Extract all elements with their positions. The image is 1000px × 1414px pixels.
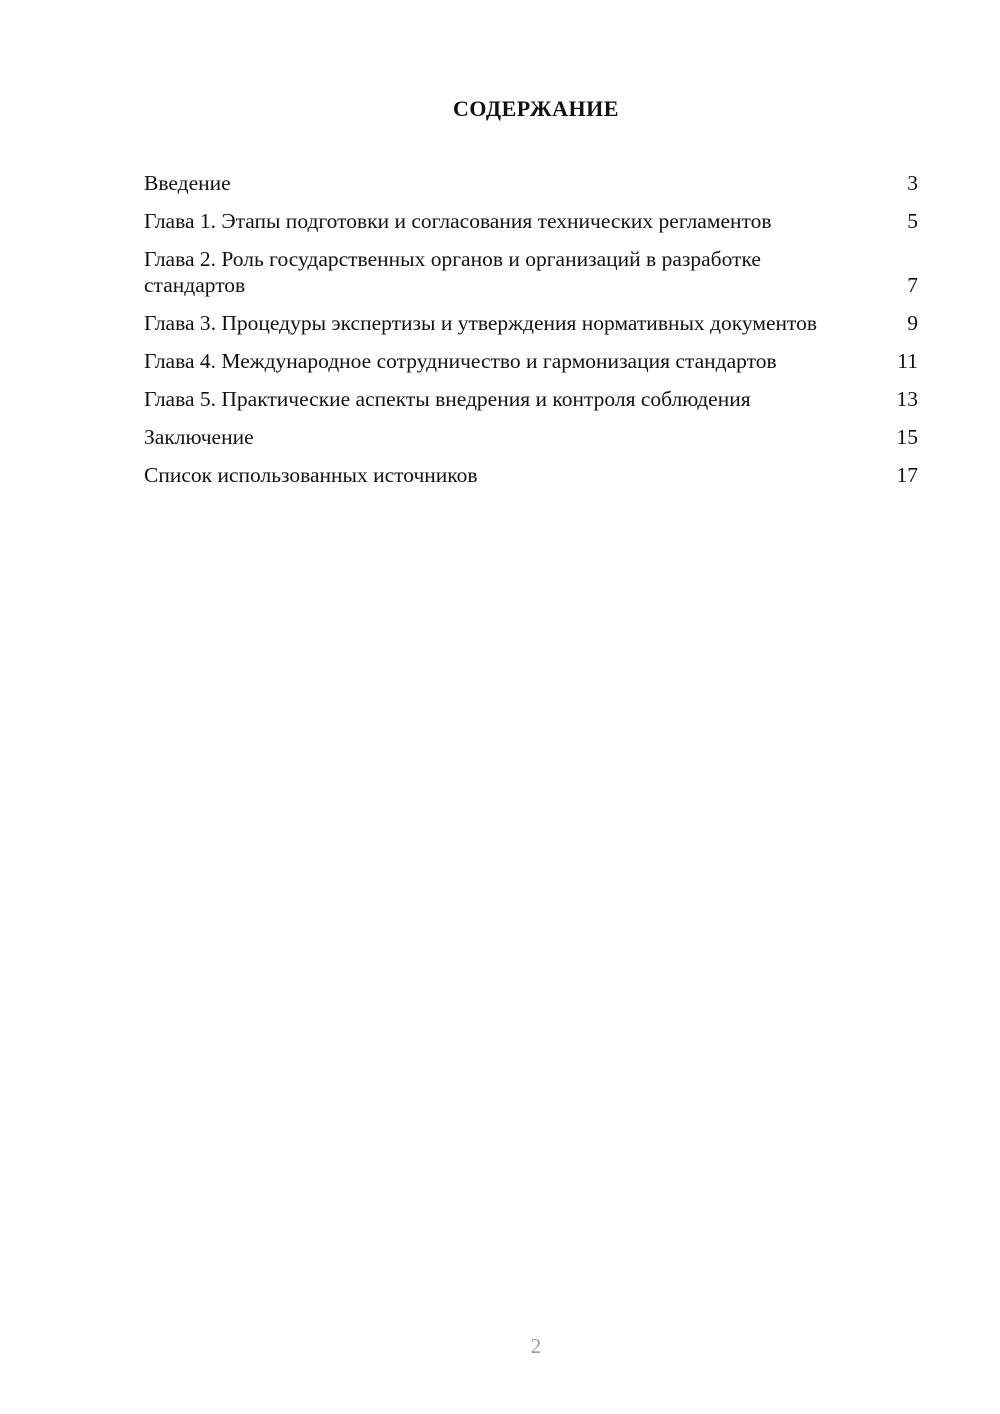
toc-entry bbox=[144, 208, 918, 234]
page-number: 2 bbox=[530, 1334, 542, 1358]
toc-entry-page: 15 bbox=[896, 425, 918, 449]
toc-entry-page: 13 bbox=[896, 387, 918, 411]
toc-entry-text: Глава 1. Этапы подготовки и согласования технических регламентов bbox=[144, 209, 772, 233]
toc-entry-text: Глава 3. Процедуры экспертизы и утверждения нормативных документов bbox=[144, 311, 818, 335]
toc-entry-page: 5 bbox=[907, 209, 918, 233]
toc-entry-text: Глава 2. Роль государственных органов и организаций в разработке стандартов bbox=[144, 247, 761, 297]
table-of-contents bbox=[144, 170, 918, 500]
toc-entry-page: 11 bbox=[897, 349, 918, 373]
toc-entry-page: 9 bbox=[907, 311, 918, 335]
toc-entry bbox=[144, 310, 918, 336]
toc-entry bbox=[144, 462, 918, 488]
toc-entry-text: Глава 4. Международное сотрудничество и гармонизация стандартов bbox=[144, 349, 777, 373]
toc-entry-text: Введение bbox=[144, 171, 231, 195]
toc-entry-page: 17 bbox=[896, 463, 918, 487]
toc-entry-text: Список использованных источников bbox=[144, 463, 478, 487]
toc-entry-text: Заключение bbox=[144, 425, 254, 449]
toc-entry-page: 3 bbox=[907, 171, 918, 195]
page-title: СОДЕРЖАНИЕ bbox=[453, 96, 619, 121]
toc-entry bbox=[144, 386, 918, 412]
toc-entry-text: Глава 5. Практические аспекты внедрения и контроля соблюдения bbox=[144, 387, 751, 411]
toc-entry bbox=[144, 170, 918, 196]
toc-entry bbox=[144, 246, 918, 298]
toc-entry-page: 7 bbox=[907, 273, 918, 297]
toc-entry bbox=[144, 424, 918, 450]
toc-entry bbox=[144, 348, 918, 374]
